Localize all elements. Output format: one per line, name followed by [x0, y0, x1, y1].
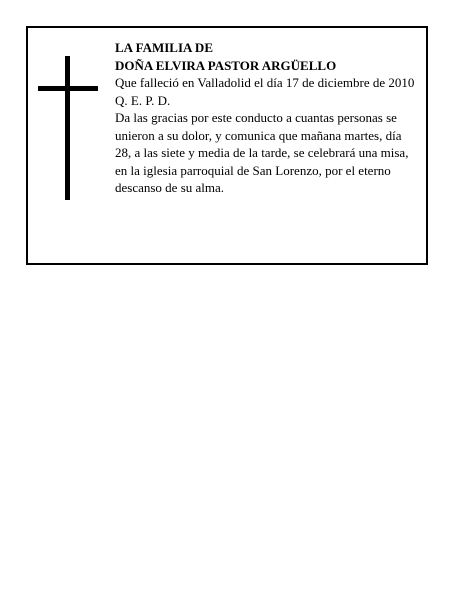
rest-in-peace: Q. E. P. D.	[115, 92, 171, 108]
heading-deceased-name: DOÑA ELVIRA PASTOR ARGÜELLO	[115, 57, 337, 73]
gratitude-message: Da las gracias por este conducto a cuantas personas se unieron a su dolor, y comunica que mañana martes, día 28, a las siete y media de la tarde, se celebrará una misa, en la iglesia parroquial de San Lorenzo, por el eterno descanso de su alma.	[115, 110, 409, 195]
cross-icon	[38, 56, 98, 200]
death-details: Que falleció en Valladolid el día 17 de diciembre de 2010	[115, 75, 415, 90]
cross-horizontal-bar	[38, 86, 98, 91]
notice-text	[115, 39, 415, 197]
cross-vertical-bar	[65, 56, 70, 200]
heading-family: LA FAMILIA DE	[115, 40, 213, 55]
obituary-notice	[26, 26, 428, 265]
